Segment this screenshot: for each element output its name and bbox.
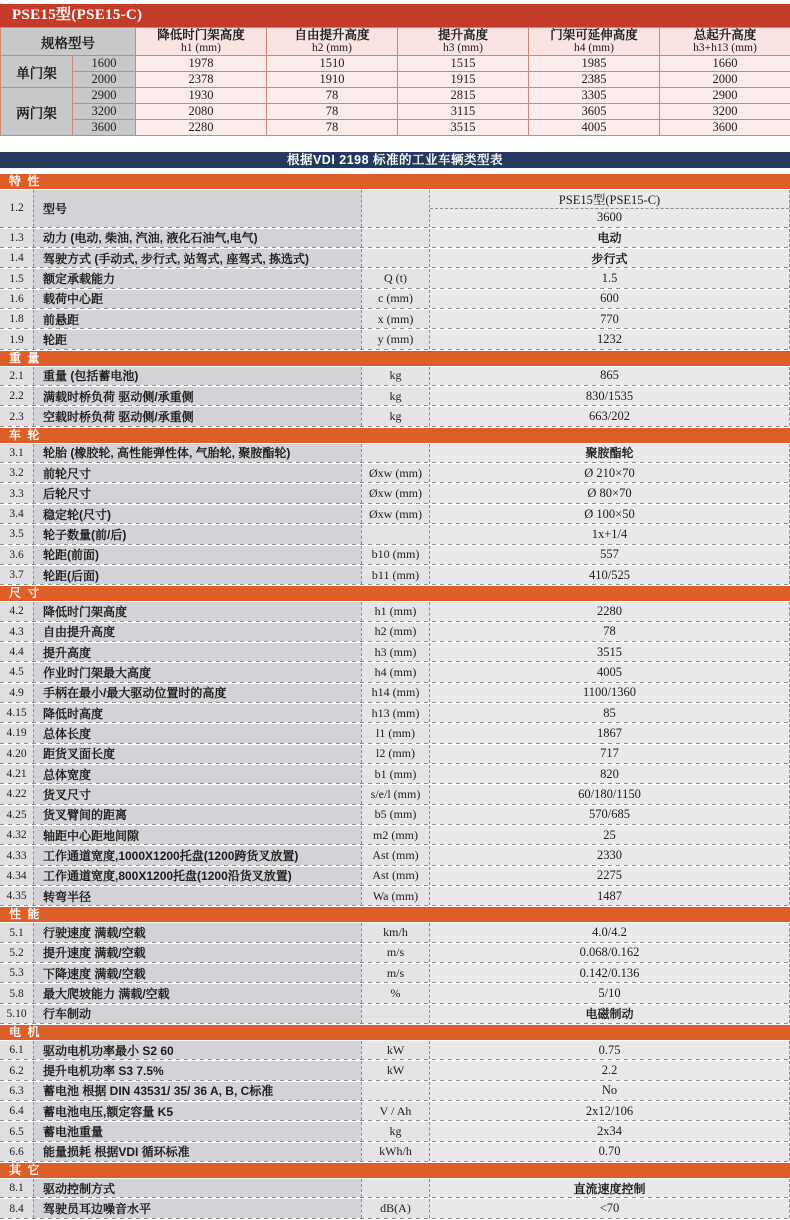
row-value: 60/180/1150 — [429, 785, 790, 803]
spec-row — [0, 944, 790, 964]
spec-column-name: 总起升高度 — [693, 28, 757, 42]
model-title-bar — [0, 4, 790, 27]
spec-row — [0, 1179, 790, 1199]
spec-data-row — [1, 104, 790, 120]
spacer — [0, 136, 790, 152]
row-value: <70 — [429, 1199, 790, 1217]
row-value: 865 — [429, 367, 790, 385]
spec-value-cell: 1510 — [267, 56, 398, 72]
vdi-banner — [0, 152, 790, 168]
section-header: 尺 寸 — [0, 586, 790, 601]
spec-value-cell: 3600 — [660, 120, 790, 136]
row-index: 4.20 — [0, 745, 33, 763]
row-unit: dB(A) — [361, 1199, 429, 1217]
spec-row — [0, 330, 790, 350]
row-unit — [361, 1179, 429, 1197]
row-label: 转弯半径 — [33, 887, 361, 905]
row-index: 6.1 — [0, 1041, 33, 1059]
vdi-banner-title: 根据VDI 2198 标准的工业车辆类型表 — [286, 153, 504, 167]
row-index: 1.2 — [0, 190, 33, 227]
row-unit: kW — [361, 1041, 429, 1059]
row-unit: V / Ah — [361, 1102, 429, 1120]
spec-row — [0, 464, 790, 484]
row-index: 4.25 — [0, 806, 33, 824]
row-label: 工作通道宽度,800X1200托盘(1200沿货叉放置) — [33, 867, 361, 885]
spec-row — [0, 525, 790, 545]
spec-column-code: h4 (mm) — [574, 42, 614, 54]
row-unit — [361, 525, 429, 543]
row-unit: m/s — [361, 964, 429, 982]
row-index: 4.15 — [0, 704, 33, 722]
spec-row — [0, 310, 790, 330]
row-label: 行驶速度 满载/空载 — [33, 923, 361, 941]
spec-row — [0, 546, 790, 566]
mast-group-label: 两门架 — [1, 88, 73, 136]
row-label: 重量 (包括蓄电池) — [33, 367, 361, 385]
row-value: Ø 100×50 — [429, 505, 790, 523]
spec-row — [0, 1102, 790, 1122]
row-unit: Q (t) — [361, 269, 429, 287]
row-index: 2.2 — [0, 387, 33, 405]
row-value: 1.5 — [429, 269, 790, 287]
row-index: 6.4 — [0, 1102, 33, 1120]
row-label: 载荷中心距 — [33, 290, 361, 308]
row-unit: x (mm) — [361, 310, 429, 328]
section-header: 车 轮 — [0, 428, 790, 443]
row-unit: kW — [361, 1061, 429, 1079]
row-value: 3515 — [429, 643, 790, 661]
row-label: 轮距(前面) — [33, 546, 361, 564]
vdi-spec-table — [0, 174, 790, 1220]
spec-row — [0, 290, 790, 310]
row-label: 前悬距 — [33, 310, 361, 328]
spec-row — [0, 1143, 790, 1163]
row-unit: b11 (mm) — [361, 566, 429, 584]
row-value: 570/685 — [429, 806, 790, 824]
row-index: 6.3 — [0, 1082, 33, 1100]
row-value: 820 — [429, 765, 790, 783]
spec-row — [0, 663, 790, 683]
spec-value-cell: 2815 — [398, 88, 529, 104]
row-index: 6.2 — [0, 1061, 33, 1079]
spec-column-header — [529, 28, 660, 56]
row-index: 1.6 — [0, 290, 33, 308]
spec-value-cell: 3200 — [660, 104, 790, 120]
row-value: 1487 — [429, 887, 790, 905]
row-value: 5/10 — [429, 984, 790, 1002]
row-value: 直流速度控制 — [429, 1179, 790, 1197]
row-index: 4.34 — [0, 867, 33, 885]
spec-value-cell: 2900 — [660, 88, 790, 104]
row-unit: kg — [361, 407, 429, 425]
row-value: 聚胺酯轮 — [429, 444, 790, 462]
row-unit: kg — [361, 387, 429, 405]
row-value: 85 — [429, 704, 790, 722]
spec-column-code: h3+h13 (mm) — [693, 42, 757, 54]
row-value: 1100/1360 — [429, 684, 790, 702]
row-value: 0.068/0.162 — [429, 944, 790, 962]
row-index: 1.9 — [0, 330, 33, 348]
spec-row — [0, 765, 790, 785]
spec-value-cell: 78 — [267, 120, 398, 136]
row-label: 稳定轮(尺寸) — [33, 505, 361, 523]
row-index: 3.4 — [0, 505, 33, 523]
spec-row — [0, 249, 790, 269]
row-unit — [361, 444, 429, 462]
row-value: 410/525 — [429, 566, 790, 584]
row-label: 轮子数量(前/后) — [33, 525, 361, 543]
spec-row — [0, 867, 790, 887]
section-header: 其 它 — [0, 1163, 790, 1178]
row-index: 1.3 — [0, 229, 33, 247]
row-unit — [361, 229, 429, 247]
spec-value-cell: 1930 — [136, 88, 267, 104]
spec-row — [0, 1041, 790, 1061]
row-label: 轮距 — [33, 330, 361, 348]
row-unit: h13 (mm) — [361, 704, 429, 722]
spec-row — [0, 387, 790, 407]
spec-value-cell: 1515 — [398, 56, 529, 72]
row-label: 后轮尺寸 — [33, 484, 361, 502]
spec-value-cell: 3605 — [529, 104, 660, 120]
row-label: 驾驶员耳边噪音水平 — [33, 1199, 361, 1217]
row-label: 降低时门架高度 — [33, 602, 361, 620]
spec-value-cell: 1978 — [136, 56, 267, 72]
spec-value-cell: 1985 — [529, 56, 660, 72]
row-label: 距货叉面长度 — [33, 745, 361, 763]
row-unit: h2 (mm) — [361, 623, 429, 641]
model-title: PSE15型(PSE15-C) — [12, 7, 143, 23]
row-label: 提升电机功率 S3 7.5% — [33, 1061, 361, 1079]
row-unit: Øxw (mm) — [361, 464, 429, 482]
row-index: 5.1 — [0, 923, 33, 941]
spec-row — [0, 484, 790, 504]
row-label: 前轮尺寸 — [33, 464, 361, 482]
spec-row — [0, 704, 790, 724]
row-label: 工作通道宽度,1000X1200托盘(1200跨货叉放置) — [33, 846, 361, 864]
row-index: 1.5 — [0, 269, 33, 287]
mast-height-cell: 2000 — [73, 72, 136, 88]
row-value: 2280 — [429, 602, 790, 620]
section-header: 性 能 — [0, 907, 790, 922]
row-unit: c (mm) — [361, 290, 429, 308]
spec-row — [0, 846, 790, 866]
spec-data-row — [1, 120, 790, 136]
spec-row — [0, 1061, 790, 1081]
spec-value-cell: 2385 — [529, 72, 660, 88]
row-value: 电动 — [429, 229, 790, 247]
spec-value-cell: 3515 — [398, 120, 529, 136]
row-unit: l2 (mm) — [361, 745, 429, 763]
row-value: 2.2 — [429, 1061, 790, 1079]
row-unit — [361, 249, 429, 267]
row-unit: km/h — [361, 923, 429, 941]
spec-column-header — [398, 28, 529, 56]
row-unit: h3 (mm) — [361, 643, 429, 661]
row-unit: % — [361, 984, 429, 1002]
spec-value-cell: 2080 — [136, 104, 267, 120]
row-index: 5.10 — [0, 1005, 33, 1023]
spec-value-cell: 4005 — [529, 120, 660, 136]
row-label: 轴距中心距地间隙 — [33, 826, 361, 844]
spec-column-name: 降低时门架高度 — [157, 28, 245, 42]
spec-row — [0, 505, 790, 525]
row-value: 4005 — [429, 663, 790, 681]
row-value: 2275 — [429, 867, 790, 885]
spec-row — [0, 984, 790, 1004]
spec-row — [0, 643, 790, 663]
spec-row — [0, 1122, 790, 1142]
spec-column-name: 门架可延伸高度 — [550, 28, 638, 42]
model-spec-table — [0, 27, 790, 136]
row-value: 0.70 — [429, 1143, 790, 1161]
row-label: 降低时高度 — [33, 704, 361, 722]
spec-column-code: h1 (mm) — [181, 42, 221, 54]
mast-height-cell: 3200 — [73, 104, 136, 120]
spec-value-cell: 2280 — [136, 120, 267, 136]
row-index: 4.9 — [0, 684, 33, 702]
row-label: 最大爬坡能力 满载/空载 — [33, 984, 361, 1002]
spec-column-code: h2 (mm) — [312, 42, 352, 54]
row-index: 3.3 — [0, 484, 33, 502]
spec-row — [0, 1082, 790, 1102]
spec-value-cell: 78 — [267, 104, 398, 120]
spec-value-cell: 2378 — [136, 72, 267, 88]
row-label: 作业时门架最大高度 — [33, 663, 361, 681]
spec-row — [0, 1199, 790, 1219]
row-unit — [361, 1005, 429, 1023]
spec-row — [0, 190, 790, 229]
row-unit: h4 (mm) — [361, 663, 429, 681]
mast-height-cell: 1600 — [73, 56, 136, 72]
row-unit: Øxw (mm) — [361, 484, 429, 502]
spec-row — [0, 724, 790, 744]
row-label: 驱动电机功率最小 S2 60 — [33, 1041, 361, 1059]
row-index: 4.2 — [0, 602, 33, 620]
row-index: 3.2 — [0, 464, 33, 482]
row-index: 3.7 — [0, 566, 33, 584]
row-label: 下降速度 满载/空载 — [33, 964, 361, 982]
spec-row — [0, 684, 790, 704]
row-unit: y (mm) — [361, 330, 429, 348]
row-value: No — [429, 1082, 790, 1100]
row-label: 轮距(后面) — [33, 566, 361, 584]
row-index: 5.8 — [0, 984, 33, 1002]
row-unit: kg — [361, 1122, 429, 1140]
mast-group-label: 单门架 — [1, 56, 73, 88]
row-index: 4.33 — [0, 846, 33, 864]
row-unit: Øxw (mm) — [361, 505, 429, 523]
row-value: 0.142/0.136 — [429, 964, 790, 982]
row-label: 自由提升高度 — [33, 623, 361, 641]
row-value: 717 — [429, 745, 790, 763]
section-header: 特 性 — [0, 174, 790, 189]
row-label: 提升速度 满载/空载 — [33, 944, 361, 962]
row-unit: h1 (mm) — [361, 602, 429, 620]
row-unit: b10 (mm) — [361, 546, 429, 564]
row-label: 货叉尺寸 — [33, 785, 361, 803]
row-index: 8.1 — [0, 1179, 33, 1197]
row-label: 能量损耗 根据VDI 循环标准 — [33, 1143, 361, 1161]
row-label: 空载时桥负荷 驱动侧/承重侧 — [33, 407, 361, 425]
row-value: 78 — [429, 623, 790, 641]
row-index: 4.35 — [0, 887, 33, 905]
row-index: 6.5 — [0, 1122, 33, 1140]
row-index: 8.4 — [0, 1199, 33, 1217]
row-value: 557 — [429, 546, 790, 564]
row-unit: b1 (mm) — [361, 765, 429, 783]
spec-value-cell: 3115 — [398, 104, 529, 120]
row-index: 2.1 — [0, 367, 33, 385]
row-value: 830/1535 — [429, 387, 790, 405]
row-unit: Ast (mm) — [361, 846, 429, 864]
row-value: 2x12/106 — [429, 1102, 790, 1120]
section-header: 重 量 — [0, 351, 790, 366]
row-index: 4.32 — [0, 826, 33, 844]
row-label: 满载时桥负荷 驱动侧/承重侧 — [33, 387, 361, 405]
row-value: 0.75 — [429, 1041, 790, 1059]
row-unit: Ast (mm) — [361, 867, 429, 885]
row-value: 步行式 — [429, 249, 790, 267]
row-value: 1867 — [429, 724, 790, 742]
row-index: 3.5 — [0, 525, 33, 543]
row-label: 轮胎 (橡胶轮, 高性能弹性体, 气胎轮, 聚胺酯轮) — [33, 444, 361, 462]
row-index: 4.22 — [0, 785, 33, 803]
row-label: 动力 (电动, 柴油, 汽油, 液化石油气,电气) — [33, 229, 361, 247]
row-value: 电磁制动 — [429, 1005, 790, 1023]
row-label: 手柄在最小/最大驱动位置时的高度 — [33, 684, 361, 702]
row-index: 3.6 — [0, 546, 33, 564]
row-value: Ø 80×70 — [429, 484, 790, 502]
row-value: 2330 — [429, 846, 790, 864]
spec-row — [0, 623, 790, 643]
row-value: 1232 — [429, 330, 790, 348]
spec-column-code: h3 (mm) — [443, 42, 483, 54]
row-label: 额定承载能力 — [33, 269, 361, 287]
spec-value-cell: 2000 — [660, 72, 790, 88]
spec-row — [0, 964, 790, 984]
row-index: 1.4 — [0, 249, 33, 267]
row-unit — [361, 1082, 429, 1100]
spec-row — [0, 269, 790, 289]
row-unit: kWh/h — [361, 1143, 429, 1161]
spec-row — [0, 923, 790, 943]
spec-row — [0, 407, 790, 427]
row-index: 4.21 — [0, 765, 33, 783]
row-index: 5.3 — [0, 964, 33, 982]
row-label: 货叉臂间的距离 — [33, 806, 361, 824]
spec-row — [0, 566, 790, 586]
row-unit — [361, 190, 429, 227]
row-label: 驱动控制方式 — [33, 1179, 361, 1197]
row-index: 4.4 — [0, 643, 33, 661]
spec-row — [0, 745, 790, 765]
row-value-bottom: 3600 — [430, 208, 789, 227]
row-label: 蓄电池重量 — [33, 1122, 361, 1140]
spec-column-name: 自由提升高度 — [294, 28, 370, 42]
row-value — [429, 190, 790, 227]
row-unit: m/s — [361, 944, 429, 962]
spec-row — [0, 826, 790, 846]
row-index: 3.1 — [0, 444, 33, 462]
row-index: 4.5 — [0, 663, 33, 681]
row-value: 25 — [429, 826, 790, 844]
row-value: 600 — [429, 290, 790, 308]
spec-row — [0, 602, 790, 622]
row-unit: kg — [361, 367, 429, 385]
spec-row — [0, 229, 790, 249]
spec-corner-label: 规格型号 — [1, 28, 136, 56]
spec-row — [0, 367, 790, 387]
spec-column-header — [660, 28, 790, 56]
mast-height-cell: 2900 — [73, 88, 136, 104]
row-value-top: PSE15型(PSE15-C) — [558, 193, 661, 207]
row-unit: h14 (mm) — [361, 684, 429, 702]
row-value: 1x+1/4 — [429, 525, 790, 543]
spec-data-row — [1, 88, 790, 104]
spec-column-header — [136, 28, 267, 56]
spec-value-cell: 1910 — [267, 72, 398, 88]
row-index: 1.8 — [0, 310, 33, 328]
row-value: 2x34 — [429, 1122, 790, 1140]
row-value: 663/202 — [429, 407, 790, 425]
spec-value-cell: 1915 — [398, 72, 529, 88]
row-unit: l1 (mm) — [361, 724, 429, 742]
spec-value-cell: 1660 — [660, 56, 790, 72]
row-value: 4.0/4.2 — [429, 923, 790, 941]
row-value: Ø 210×70 — [429, 464, 790, 482]
row-unit: s/e/l (mm) — [361, 785, 429, 803]
row-label: 驾驶方式 (手动式, 步行式, 站驾式, 座驾式, 拣选式) — [33, 249, 361, 267]
row-index: 4.3 — [0, 623, 33, 641]
spec-value-cell: 3305 — [529, 88, 660, 104]
section-header: 电 机 — [0, 1025, 790, 1040]
row-index: 2.3 — [0, 407, 33, 425]
spec-row — [0, 887, 790, 907]
spec-column-header — [267, 28, 398, 56]
row-label: 提升高度 — [33, 643, 361, 661]
row-unit: Wa (mm) — [361, 887, 429, 905]
row-value: 770 — [429, 310, 790, 328]
row-label: 总体宽度 — [33, 765, 361, 783]
row-label: 蓄电池电压,额定容量 K5 — [33, 1102, 361, 1120]
spec-data-row — [1, 72, 790, 88]
row-unit: m2 (mm) — [361, 826, 429, 844]
spec-row — [0, 785, 790, 805]
spec-row — [0, 806, 790, 826]
spec-value-cell: 78 — [267, 88, 398, 104]
spec-row — [0, 444, 790, 464]
spec-header-row — [1, 28, 790, 56]
row-label: 总体长度 — [33, 724, 361, 742]
spec-data-row — [1, 56, 790, 72]
row-unit: b5 (mm) — [361, 806, 429, 824]
row-label: 蓄电池 根据 DIN 43531/ 35/ 36 A, B, C标准 — [33, 1082, 361, 1100]
row-label: 行车制动 — [33, 1005, 361, 1023]
row-index: 6.6 — [0, 1143, 33, 1161]
mast-height-cell: 3600 — [73, 120, 136, 136]
spec-row — [0, 1005, 790, 1025]
row-label: 型号 — [33, 190, 361, 227]
row-index: 4.19 — [0, 724, 33, 742]
row-index: 5.2 — [0, 944, 33, 962]
spec-column-name: 提升高度 — [437, 28, 488, 42]
